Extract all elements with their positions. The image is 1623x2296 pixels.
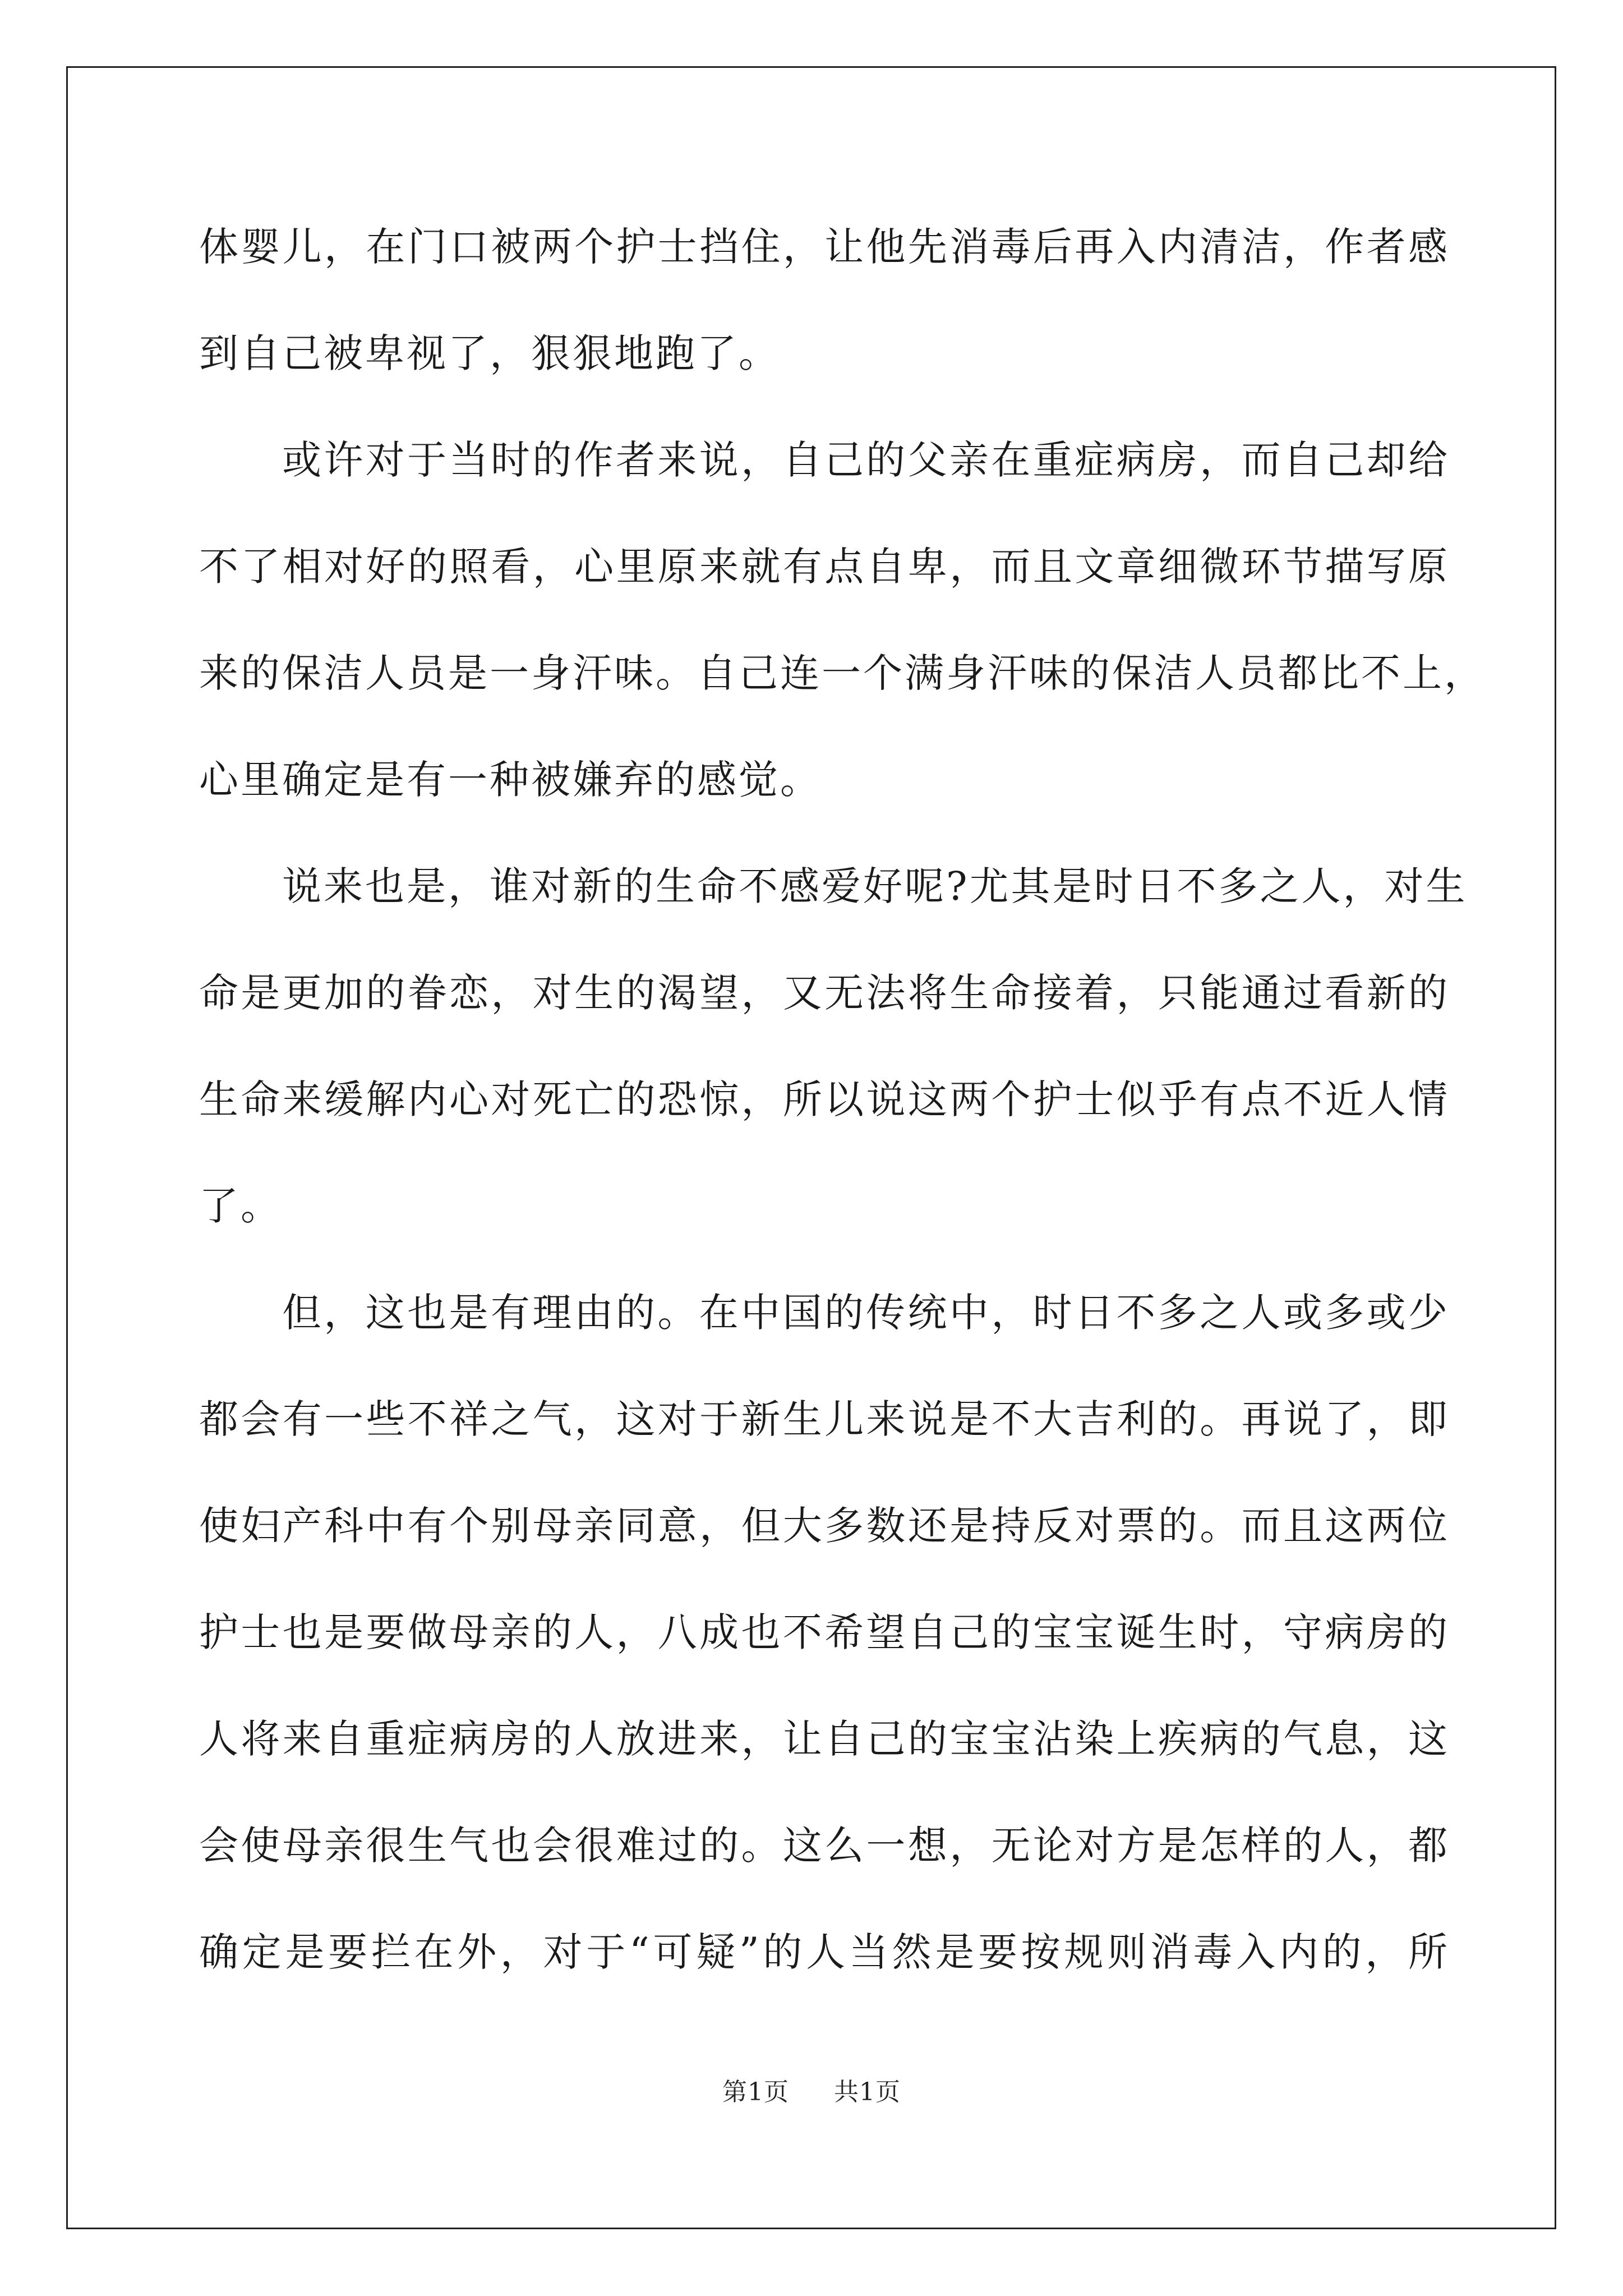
text-line: 说来也是，谁对新的生命不感爱好呢?尤其是时日不多之人，对生 bbox=[282, 863, 1468, 909]
text-line: 确定是要拦在外，对于“可疑”的人当然是要按规则消毒入内的，所 bbox=[199, 1929, 1450, 1975]
page-footer bbox=[0, 2076, 1623, 2109]
text-line: 命是更加的眷恋，对生的渴望，又无法将生命接着，只能通过看新的 bbox=[199, 970, 1450, 1016]
text-line: 人将来自重症病房的人放进来，让自己的宝宝沾染上疾病的气息，这 bbox=[199, 1716, 1450, 1762]
text-line: 了。 bbox=[199, 1183, 282, 1229]
text-line: 不了相对好的照看，心里原来就有点自卑，而且文章细微环节描写原 bbox=[199, 544, 1450, 590]
text-line: 或许对于当时的作者来说，自己的父亲在重症病房，而自己却给 bbox=[282, 437, 1450, 483]
text-line: 生命来缓解内心对死亡的恐惊，所以说这两个护士似乎有点不近人情 bbox=[199, 1076, 1450, 1122]
text-line: 使妇产科中有个别母亲同意，但大多数还是持反对票的。而且这两位 bbox=[199, 1503, 1450, 1549]
text-line: 心里确定是有一种被嫌弃的感觉。 bbox=[199, 757, 822, 803]
text-line: 都会有一些不祥之气，这对于新生儿来说是不大吉利的。再说了，即 bbox=[199, 1396, 1450, 1442]
text-line: 但，这也是有理由的。在中国的传统中，时日不多之人或多或少 bbox=[282, 1290, 1450, 1336]
page-number: 第1页 bbox=[722, 2078, 789, 2106]
text-line: 护士也是要做母亲的人，八成也不希望自己的宝宝诞生时，守病房的 bbox=[199, 1609, 1450, 1655]
text-line: 来的保洁人员是一身汗味。自己连一个满身汗味的保洁人员都比不上， bbox=[199, 650, 1486, 696]
text-line: 体婴儿，在门口被两个护士挡住，让他先消毒后再入内清洁，作者感 bbox=[199, 224, 1450, 270]
text-line: 到自己被卑视了，狠狠地跑了。 bbox=[199, 330, 780, 376]
page-total: 共1页 bbox=[834, 2078, 901, 2106]
document-body bbox=[199, 219, 1486, 2031]
text-line: 会使母亲很生气也会很难过的。这么一想，无论对方是怎样的人，都 bbox=[199, 1823, 1450, 1869]
